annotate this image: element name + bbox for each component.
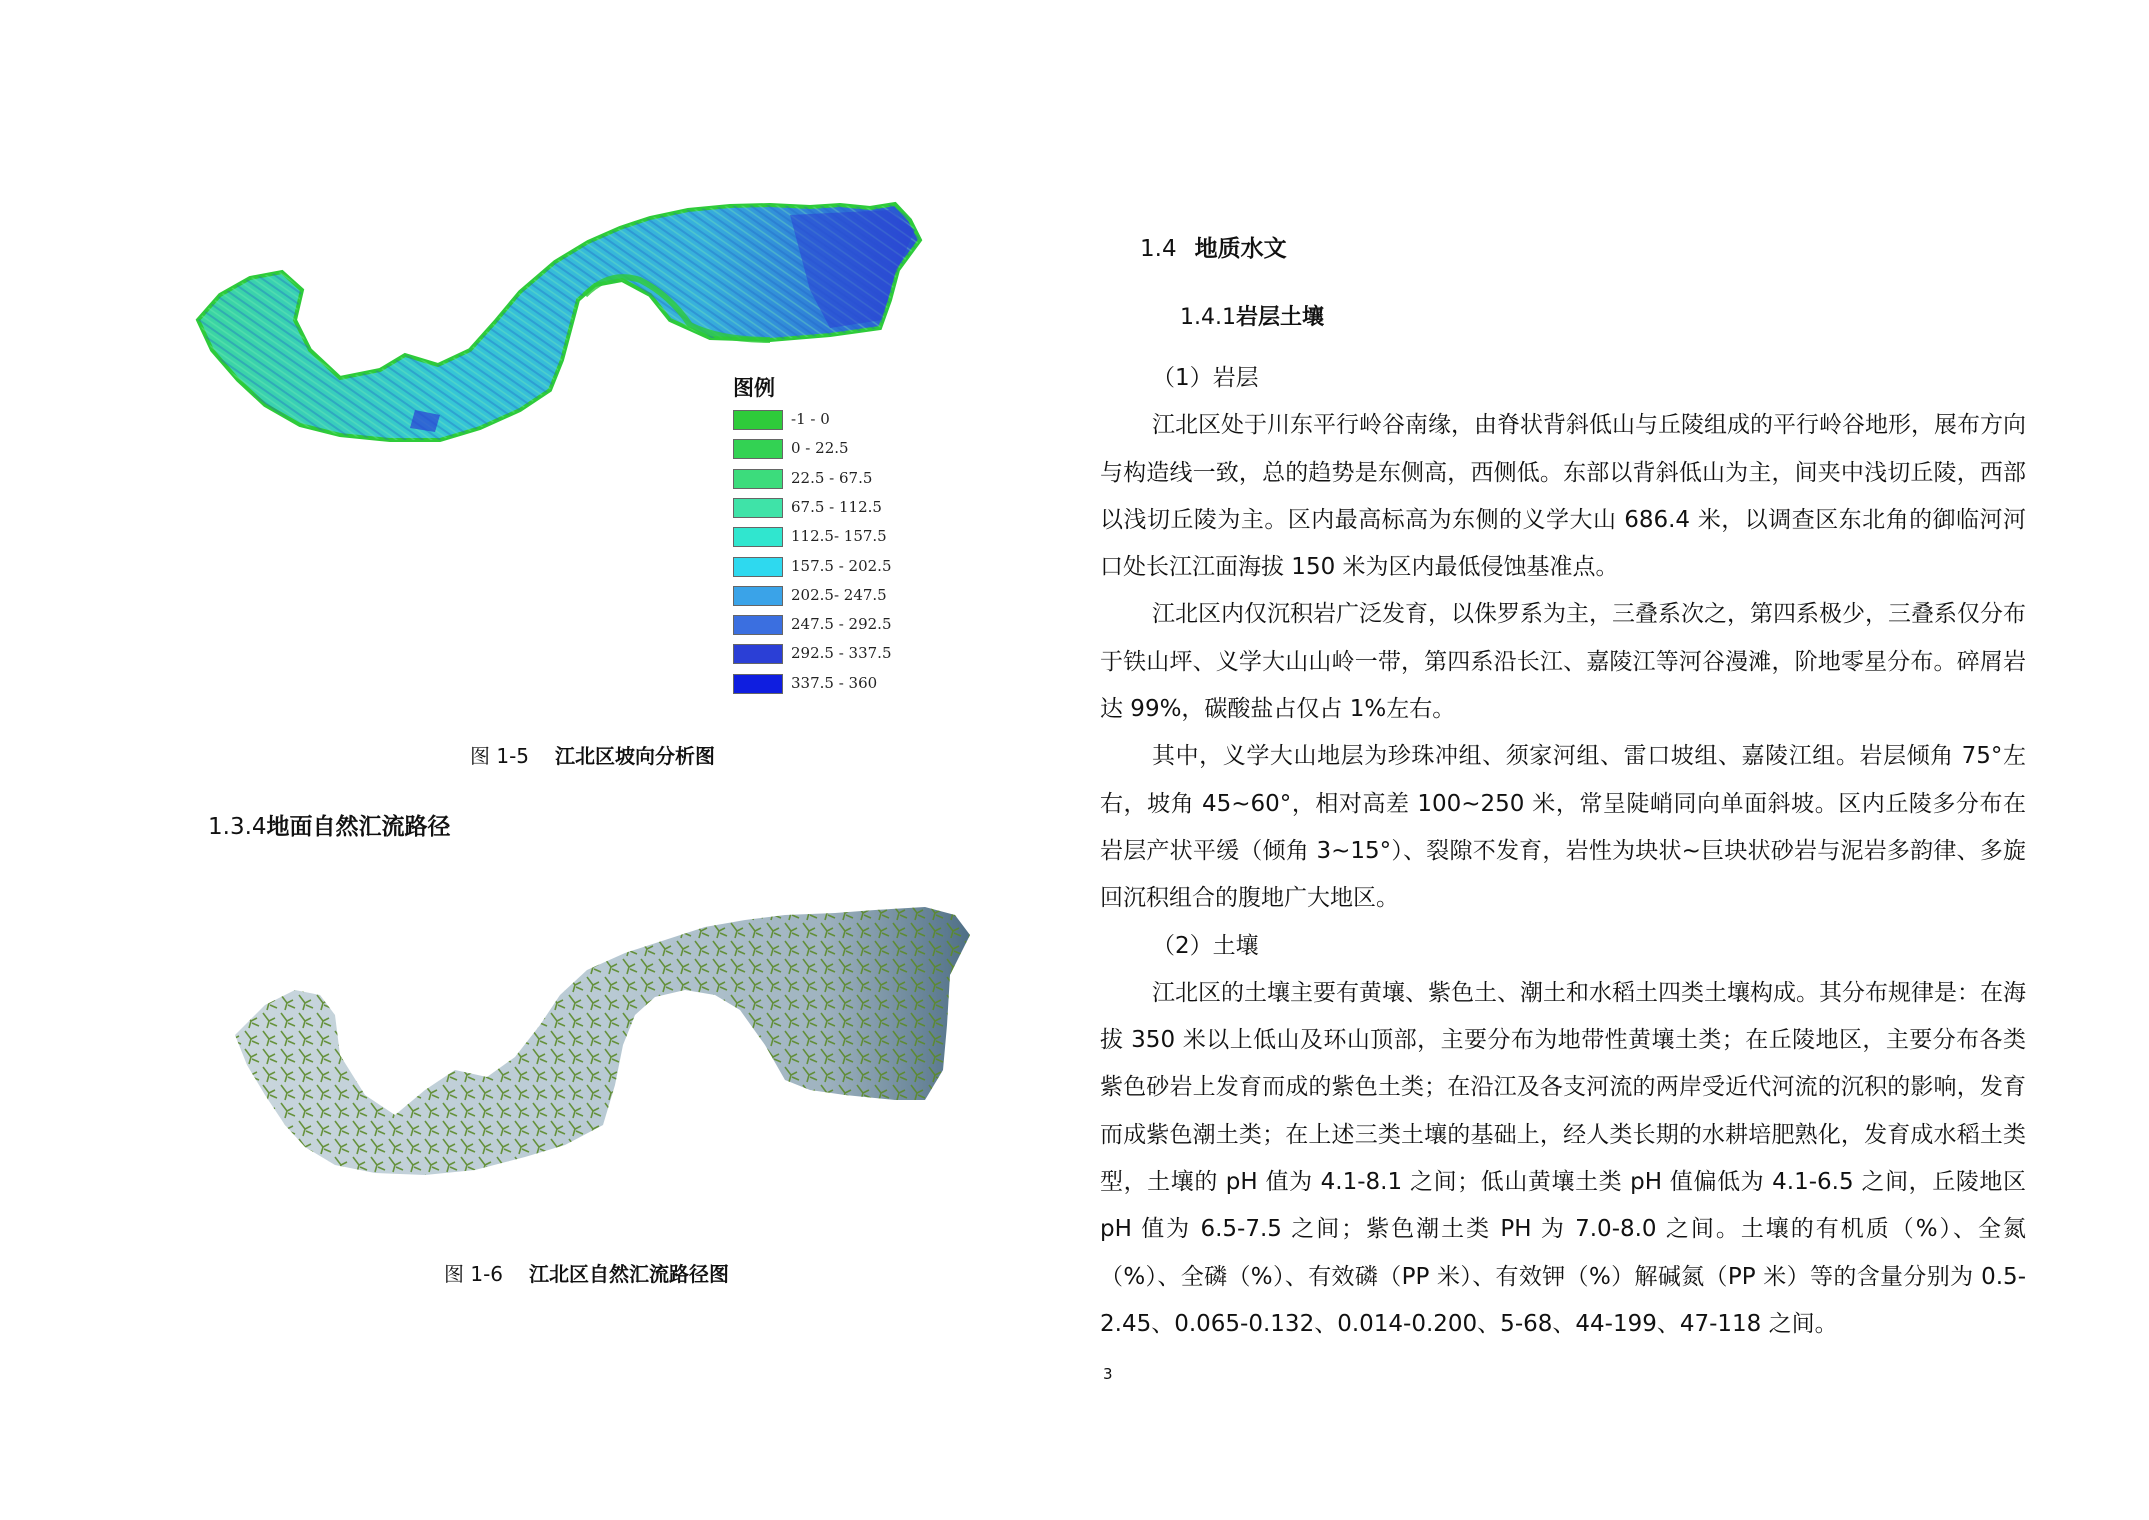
legend-label: -1 - 0 <box>791 410 830 428</box>
section-title: 地质水文 <box>1194 236 1287 262</box>
figure-1-6-caption <box>444 1258 729 1287</box>
legend-swatch <box>733 498 783 518</box>
legend-label: 247.5 - 292.5 <box>791 615 892 634</box>
figure-number: 图 1-5 <box>470 744 530 768</box>
section-title: 地面自然汇流路径 <box>266 814 451 840</box>
legend-swatch <box>733 410 783 430</box>
flow-path-figure <box>225 885 1005 1215</box>
figure-number: 图 1-6 <box>444 1262 504 1286</box>
body-text <box>1100 355 2026 1348</box>
legend-swatch <box>733 644 783 664</box>
section-number: 1.4.1 <box>1180 305 1236 330</box>
section-title: 岩层土壤 <box>1235 305 1324 330</box>
legend-swatch <box>733 615 783 635</box>
page-number: 3 <box>1103 1365 1113 1383</box>
section-number: 1.4 <box>1140 236 1177 262</box>
legend-list <box>733 410 973 700</box>
section-heading-1-4-1 <box>1180 300 1324 331</box>
legend-swatch <box>733 469 783 489</box>
section-heading-1-4 <box>1140 230 1287 263</box>
figure-1-5-caption <box>470 740 715 769</box>
legend-label: 202.5- 247.5 <box>791 585 887 604</box>
rock-paragraph-3: 其中，义学大山地层为珍珠冲组、须家河组、雷口坡组、嘉陵江组。岩层倾角 75°左右，坡角 45~60°，相对高差 100~250 米，常呈陡峭同向单面斜坡。区内丘陵多分布在岩层产状平缓（倾角 3~15°）、裂隙不发育，岩性为块状~巨块状砂岩与泥岩多韵律、多旋回沉积组合的腹地广大地区。 <box>1100 743 2026 912</box>
figure-title: 江北区自然汇流路径图 <box>529 1262 730 1286</box>
legend-label: 292.5 - 337.5 <box>791 644 892 663</box>
rock-paragraph-1: 江北区处于川东平行岭谷南缘，由脊状背斜低山与丘陵组成的平行岭谷地形，展布方向与构造线一致，总的趋势是东侧高，西侧低。东部以背斜低山为主，间夹中浅切丘陵，西部以浅切丘陵为主。区内最高标高为东侧的义学大山 686.4 米，以调查区东北角的御临河河口处长江江面海拔 150 米为区内最低侵蚀基准点。 <box>1100 412 2026 581</box>
rock-heading: （1）岩层 <box>1152 365 1259 391</box>
soil-heading: （2）土壤 <box>1152 932 1259 959</box>
legend-label: 67.5 - 112.5 <box>791 497 882 516</box>
map-legend <box>733 372 973 702</box>
legend-title: 图例 <box>733 376 775 400</box>
legend-label: 0 - 22.5 <box>791 439 849 458</box>
legend-label: 157.5 - 202.5 <box>791 556 892 575</box>
legend-label: 22.5 - 67.5 <box>791 468 873 487</box>
legend-swatch <box>733 557 783 577</box>
legend-swatch <box>733 527 783 547</box>
section-heading-1-3-4 <box>208 808 451 841</box>
legend-label: 337.5 - 360 <box>791 673 878 692</box>
legend-swatch <box>733 586 783 606</box>
legend-label: 112.5- 157.5 <box>791 527 887 546</box>
figure-title: 江北区坡向分析图 <box>555 744 716 768</box>
section-number: 1.3.4 <box>208 814 267 840</box>
legend-swatch <box>733 674 783 694</box>
flow-path-map-image <box>225 885 1005 1215</box>
rock-paragraph-2: 江北区内仅沉积岩广泛发育，以侏罗系为主，三叠系次之，第四系极少，三叠系仅分布于铁山坪、义学大山山岭一带，第四系沿长江、嘉陵江等河谷漫滩，阶地零星分布。碎屑岩达 99%，碳酸盐占仅占 1%左右。 <box>1100 601 2026 723</box>
soil-paragraph: 江北区的土壤主要有黄壤、紫色土、潮土和水稻土四类土壤构成。其分布规律是：在海拔 350 米以上低山及环山顶部，主要分布为地带性黄壤土类；在丘陵地区，主要分布各类紫色砂岩上发育而成的紫色土类；在沿江及各支河流的两岸受近代河流的沉积的影响，发育而成紫色潮土类；在上述三类土壤的基础上，经人类长期的水耕培肥熟化，发育成水稻土类型，土壤的 pH 值为 4.1-8.1 之间；低山黄壤土类 pH 值偏低为 4.1-6.5 之间，丘陵地区 pH 值为 6.5-7.5 之间；紫色潮土类 PH 为 7.0-8.0 之间。土壤的有机质（%）、全氮（%）、全磷（%）、有效磷（PP 米）、有效钾（%）解碱氮（PP 米）等的含量分别为 0.5-2.45、0.065-0.132、0.014-0.200、5-68、44-199、47-118 之间。 <box>1100 979 2026 1337</box>
legend-swatch <box>733 439 783 459</box>
